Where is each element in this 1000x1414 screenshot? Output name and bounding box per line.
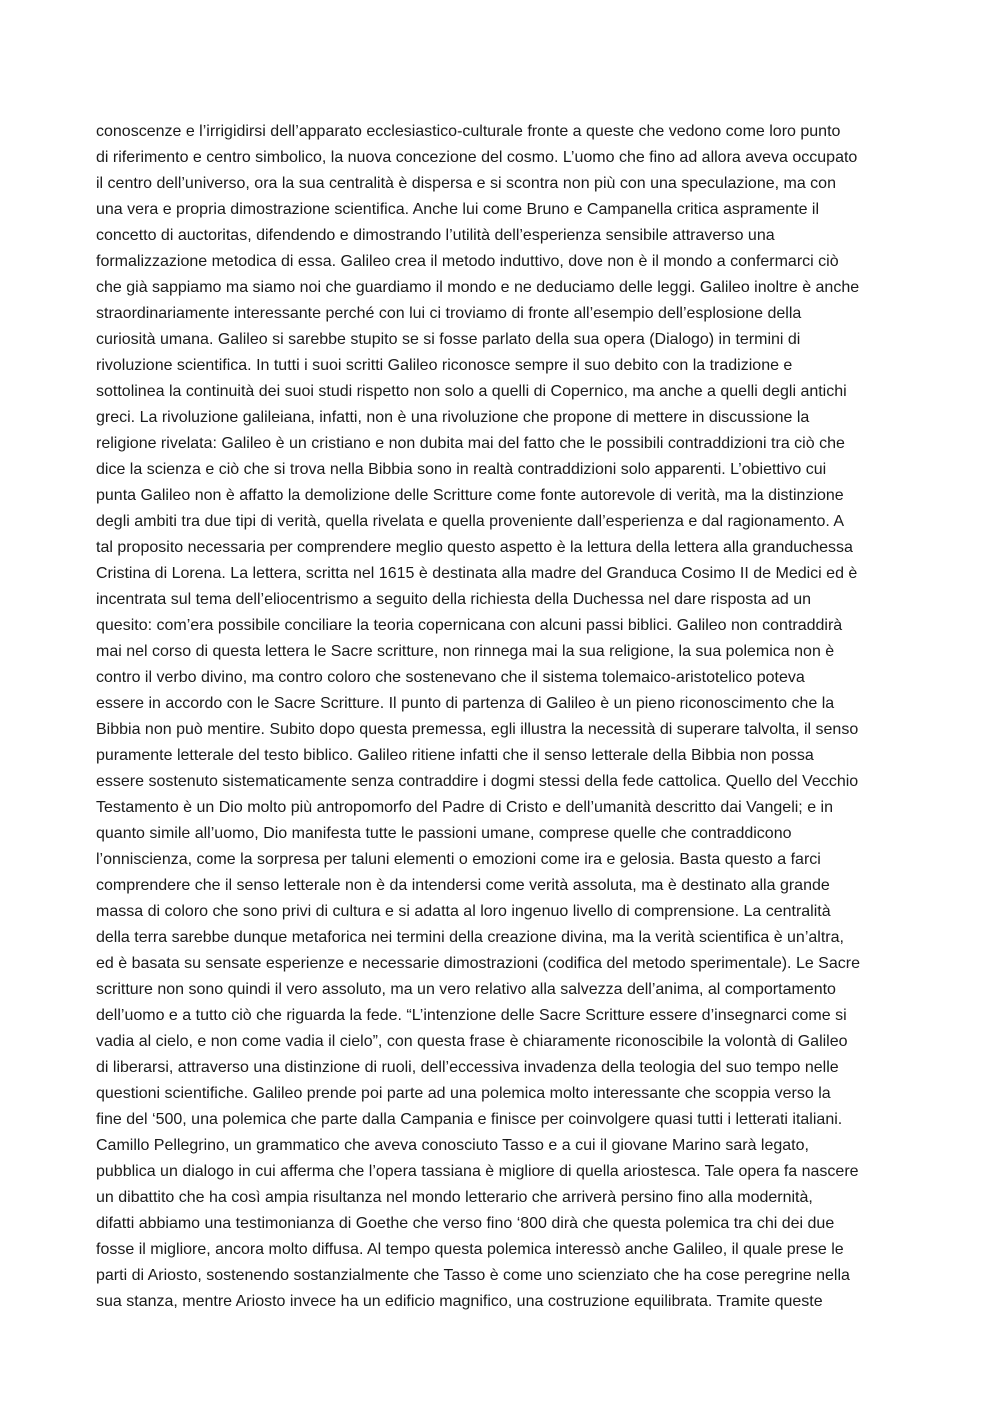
text-line: massa di coloro che sono privi di cultura e si adatta al loro ingenuo livello di comprensione. La centralità [96, 903, 831, 920]
text-line: sua stanza, mentre Ariosto invece ha un edificio magnifico, una costruzione equilibrata. Tramite queste [96, 1293, 823, 1310]
text-line: mai nel corso di questa lettera le Sacre scritture, non rinnega mai la sua religione, la sua polemica non è [96, 643, 835, 660]
text-line: religione rivelata: Galileo è un cristiano e non dubita mai del fatto che le possibili contraddizioni tra ciò che [96, 435, 845, 452]
text-line: dell’uomo e a tutto ciò che riguarda la fede. “L’intenzione delle Sacre Scritture essere d’insegnarci come si [96, 1007, 847, 1024]
text-line: pubblica un dialogo in cui afferma che l’opera tassiana è migliore di quella ariostesca. Tale opera fa nascere [96, 1163, 859, 1180]
text-line: quesito: com’era possibile conciliare la teoria copernicana con alcuni passi biblici. Galileo non contraddirà [96, 617, 843, 634]
text-line: Testamento è un Dio molto più antropomorfo del Padre di Cristo e dell’umanità descritto dai Vangeli; e in [96, 799, 833, 816]
text-line: di liberarsi, attraverso una distinzione di ruoli, dell’eccessiva invadenza della teologia del suo tempo nelle [96, 1059, 839, 1076]
text-line: degli ambiti tra due tipi di verità, quella rivelata e quella proveniente dall’esperienza e dal ragionamento. A [96, 513, 845, 530]
body-text [96, 119, 916, 1315]
text-line: l’onniscienza, come la sorpresa per taluni elementi o emozioni come ira e gelosia. Basta questo a farci [96, 851, 821, 868]
text-line: una vera e propria dimostrazione scientifica. Anche lui come Bruno e Campanella critica aspramente il [96, 201, 820, 218]
text-line: curiosità umana. Galileo si sarebbe stupito se si fosse parlato della sua opera (Dialogo) in termini di [96, 331, 801, 348]
text-line: comprendere che il senso letterale non è da intendersi come verità assoluta, ma è destinato alla grande [96, 877, 830, 894]
text-line: questioni scientifiche. Galileo prende poi parte ad una polemica molto interessante che scoppia verso la [96, 1085, 831, 1102]
text-line: difatti abbiamo una testimonianza di Goethe che verso fino ‘800 dirà che questa polemica tra chi dei due [96, 1215, 835, 1232]
text-line: Bibbia non può mentire. Subito dopo questa premessa, egli illustra la necessità di superare talvolta, il senso [96, 721, 859, 738]
text-line: un dibattito che ha così ampia risultanza nel mondo letterario che arriverà persino fino alla modernità, [96, 1189, 813, 1206]
text-line: contro il verbo divino, ma contro coloro che sostenevano che il sistema tolemaico-aristotelico poteva [96, 669, 805, 686]
text-line: di riferimento e centro simbolico, la nuova concezione del cosmo. L’uomo che fino ad allora aveva occupato [96, 149, 858, 166]
text-line: dice la scienza e ciò che si trova nella Bibbia sono in realtà contraddizioni solo apparenti. L’obiettivo cui [96, 461, 827, 478]
text-line: il centro dell’universo, ora la sua centralità è dispersa e si scontra non più con una speculazione, ma con [96, 175, 836, 192]
text-line: tal proposito necessaria per comprendere meglio questo aspetto è la lettura della lettera alla granduchessa [96, 539, 853, 556]
text-line: concetto di auctoritas, difendendo e dimostrando l’utilità dell’esperienza sensibile attraverso una [96, 227, 775, 244]
text-line: rivoluzione scientifica. In tutti i suoi scritti Galileo riconosce sempre il suo debito con la tradizione e [96, 357, 793, 374]
text-line: Cristina di Lorena. La lettera, scritta nel 1615 è destinata alla madre del Granduca Cosimo II de Medici ed è [96, 565, 858, 582]
text-line: puramente letterale del testo biblico. Galileo ritiene infatti che il senso letterale della Bibbia non possa [96, 747, 814, 764]
text-line: fosse il migliore, ancora molto diffusa. Al tempo questa polemica interessò anche Galileo, il quale prese le [96, 1241, 844, 1258]
text-line: essere in accordo con le Sacre Scritture. Il punto di partenza di Galileo è un pieno riconoscimento che la [96, 695, 835, 712]
text-line: punta Galileo non è affatto la demolizione delle Scritture come fonte autorevole di verità, ma la distinzione [96, 487, 844, 504]
text-line: quanto simile all’uomo, Dio manifesta tutte le passioni umane, comprese quelle che contraddicono [96, 825, 792, 842]
text-line: scritture non sono quindi il vero assoluto, ma un vero relativo alla salvezza dell’anima, al comportamento [96, 981, 836, 998]
text-line: conoscenze e l’irrigidirsi dell’apparato ecclesiastico-culturale fronte a queste che vedono come loro punto [96, 123, 841, 140]
text-line: essere sostenuto sistematicamente senza contraddire i dogmi stessi della fede cattolica. Quello del Vecchio [96, 773, 859, 790]
text-line: della terra sarebbe dunque metaforica nei termini della creazione divina, ma la verità scientifica è un’altra, [96, 929, 844, 946]
text-line: greci. La rivoluzione galileiana, infatti, non è una rivoluzione che propone di mettere in discussione la [96, 409, 810, 426]
text-line: incentrata sul tema dell’eliocentrismo a seguito della richiesta della Duchessa nel dare risposta ad un [96, 591, 812, 608]
text-line: parti di Ariosto, sostenendo sostanzialmente che Tasso è come uno scienziato che ha cose peregrine nella [96, 1267, 850, 1284]
text-line: formalizzazione metodica di essa. Galileo crea il metodo induttivo, dove non è il mondo a confermarci ciò [96, 253, 839, 270]
text-line: straordinariamente interessante perché con lui ci troviamo di fronte all’esempio dell’esplosione della [96, 305, 802, 322]
text-line: vadia al cielo, e non come vadia il cielo”, con questa frase è chiaramente riconoscibile la volontà di Galileo [96, 1033, 848, 1050]
text-line: Camillo Pellegrino, un grammatico che aveva conosciuto Tasso e a cui il giovane Marino sarà legato, [96, 1137, 809, 1154]
text-line: che già sappiamo ma siamo noi che guardiamo il mondo e ne deduciamo delle leggi. Galileo inoltre è anche [96, 279, 860, 296]
text-line: sottolinea la continuità dei suoi studi rispetto non solo a quelli di Copernico, ma anche a quelli degli antichi [96, 383, 847, 400]
text-line: ed è basata su sensate esperienze e necessarie dimostrazioni (codifica del metodo sperimentale). Le Sacre [96, 955, 860, 972]
text-line: fine del ‘500, una polemica che parte dalla Campania e finisce per coinvolgere quasi tutti i letterati italiani. [96, 1111, 843, 1128]
